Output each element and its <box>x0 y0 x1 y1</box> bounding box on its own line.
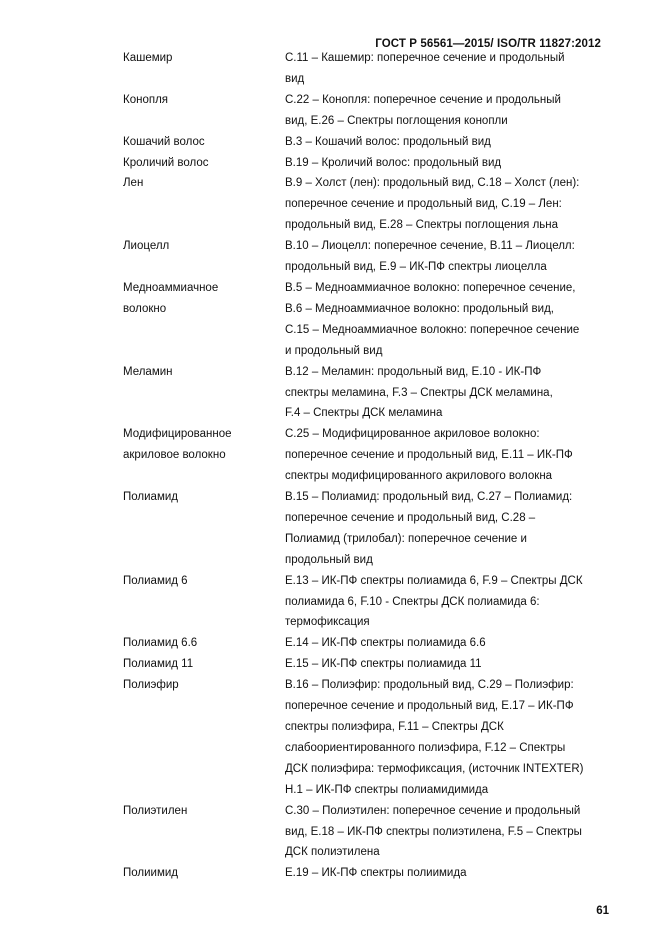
entry-term: Полиамид 11 <box>123 658 194 671</box>
index-entry <box>123 362 608 425</box>
index-entry <box>123 801 608 864</box>
entry-references: В.12 – Меламин: продольный вид, Е.10 - ИК-ПФ спектры меламина, F.3 – Спектры ДСК меламина, F.4 – Спектры ДСК меламина <box>285 365 553 420</box>
entry-term: Модифицированное акриловое волокно <box>123 428 232 462</box>
page-number: 61 <box>596 905 609 917</box>
entry-term: Кашемир <box>123 52 173 64</box>
entry-references: Е.13 – ИК-ПФ спектры полиамида 6, F.9 – Спектры ДСК полиамида 6, F.10 - Спектры ДСК полиамида 6: термофиксация <box>285 574 583 629</box>
entry-term: Полиамид 6 <box>123 574 188 587</box>
document-header: ГОСТ Р 56561—2015/ ISO/TR 11827:2012 <box>375 38 601 50</box>
entry-term: Кошачий волос <box>123 135 205 148</box>
entry-references: В.19 – Кроличий волос: продольный вид <box>285 156 502 169</box>
entry-references: Е.19 – ИК-ПФ спектры полиимида <box>285 867 467 880</box>
index-entry <box>123 236 608 278</box>
entry-references: С.30 – Полиэтилен: поперечное сечение и продольный вид, Е.18 – ИК-ПФ спектры полиэтилена, F.5 – Спектры ДСК полиэтилена <box>285 804 582 859</box>
index-entry <box>123 424 608 487</box>
entry-term: Кроличий волос <box>123 156 209 169</box>
entry-term: Медноаммиачное волокно <box>123 281 219 315</box>
entry-references: С.22 – Конопля: поперечное сечение и продольный вид, Е.26 – Спектры поглощения конопли <box>285 93 561 127</box>
entry-term: Полиамид <box>123 491 178 504</box>
index-entry <box>123 90 608 132</box>
index-entry <box>123 153 608 174</box>
entry-term: Меламин <box>123 365 173 378</box>
index-entry <box>123 654 608 675</box>
entry-references: В.15 – Полиамид: продольный вид, С.27 – Полиамид: поперечное сечение и продольный вид, С.28 – Полиамид (трилобал): поперечное сечение и продольный вид <box>285 491 573 566</box>
entry-references: В.16 – Полиэфир: продольный вид, С.29 – Полиэфир: поперечное сечение и продольный вид, Е.17 – ИК-ПФ спектры полиэфира, F.11 – Спектры ДСК слабоориентированного полиэфира, F.12 – Спектры ДСК полиэфира: термофиксация, (источник INTEXTER) Н.1 – ИК-ПФ спектры полиамидимида <box>285 679 584 796</box>
entry-references: В.3 – Кошачий волос: продольный вид <box>285 135 491 148</box>
index-entry <box>123 173 608 236</box>
entry-references: В.5 – Медноаммиачное волокно: поперечное сечение, В.6 – Медноаммиачное волокно: продольный вид, С.15 – Медноаммиачное волокно: поперечное сечение и продольный вид <box>285 281 580 357</box>
entry-references: В.9 – Холст (лен): продольный вид, С.18 – Холст (лен): поперечное сечение и продольный вид, С.19 – Лен: продольный вид, Е.28 – Спектры поглощения льна <box>285 177 580 232</box>
entry-term: Полиимид <box>123 867 179 880</box>
index-entry <box>123 48 608 90</box>
index-entry <box>123 278 608 362</box>
index-entry <box>123 487 608 571</box>
entry-references: С.11 – Кашемир: поперечное сечение и продольный вид <box>285 52 565 85</box>
index-entry <box>123 571 608 634</box>
entry-term: Конопля <box>123 93 169 106</box>
entry-references: С.25 – Модифицированное акриловое волокно: поперечное сечение и продольный вид, Е.11 – ИК-ПФ спектры модифицированного акрилового волокна <box>285 428 573 483</box>
entry-term: Полиамид 6.6 <box>123 637 198 650</box>
index-entry <box>123 863 608 884</box>
fiber-index-table <box>123 48 608 884</box>
entry-references: Е.14 – ИК-ПФ спектры полиамида 6.6 <box>285 637 486 650</box>
entry-references: Е.15 – ИК-ПФ спектры полиамида 11 <box>285 658 482 671</box>
entry-references: В.10 – Лиоцелл: поперечное сечение, В.11 – Лиоцелл: продольный вид, Е.9 – ИК-ПФ спектры лиоцелла <box>285 240 575 274</box>
entry-term: Полиэтилен <box>123 804 188 817</box>
entry-term: Лен <box>123 177 144 190</box>
entry-term: Полиэфир <box>123 679 179 692</box>
entry-term: Лиоцелл <box>123 240 170 253</box>
index-entry <box>123 633 608 654</box>
index-entry <box>123 675 608 800</box>
index-entry <box>123 132 608 153</box>
